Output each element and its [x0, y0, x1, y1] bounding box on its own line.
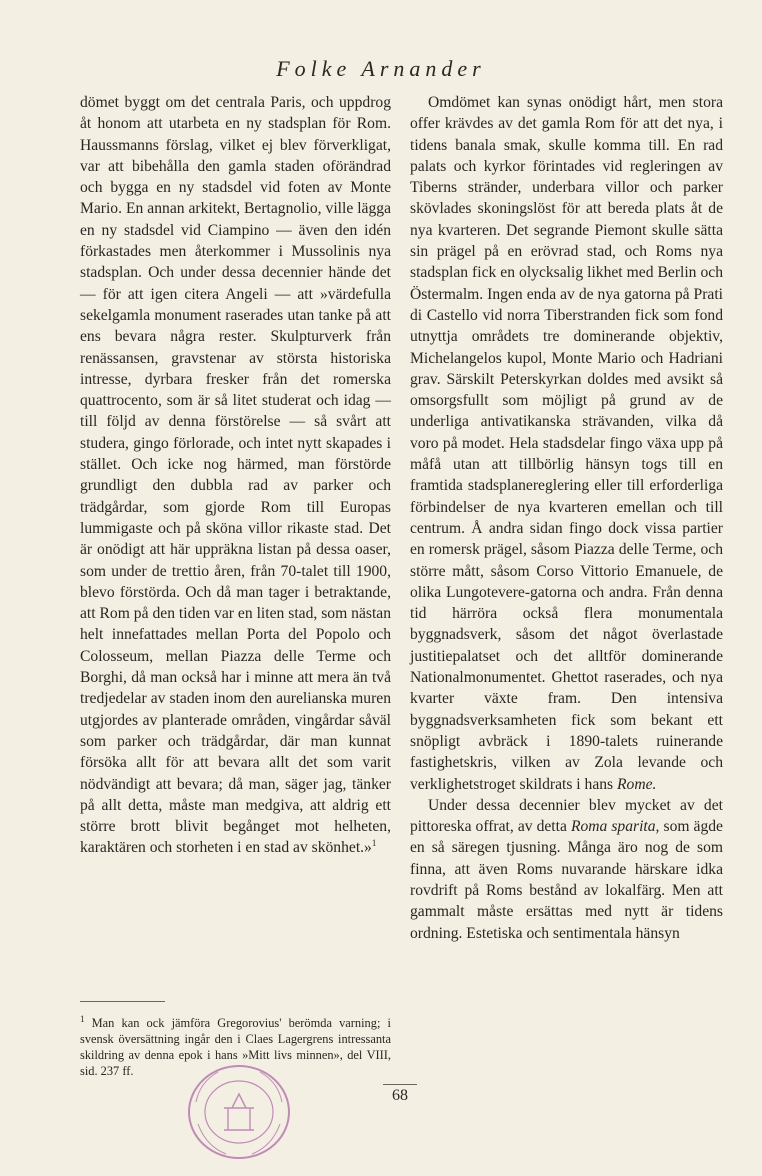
right-paragraph-2-text-a: Under dessa decennier blev mycket av det pittoreska offrat, av detta — [410, 796, 723, 836]
footnote-mark: 1 — [80, 1013, 85, 1024]
footnote-divider — [80, 1001, 165, 1002]
library-stamp-icon — [184, 1062, 294, 1162]
right-paragraph-1-text: Omdömet kan synas onödigt hårt, men stora offer krävdes av det gamla Rom för att det nya, i tidens banala smak, skulle komma till. En rad palats och kyrkor förintades vid regleringen av Tiberns stränder, underbara villor och parker skövlades skoningslöst för att bereda plats åt de nya kvarteren. Det segrande Piemont skulle sätta sin prägel på en erövrad stad, och Roms nya stadsplan fick en olycksalig likhet med Berlin och Östermalm. Ingen enda av de nya gatorna på Prati di Castello vid norra Tiberstranden fick som fond utnyttja områdets tre dominerande objektiv, Michelangelos kupol, Monte Mario och Hadriani grav. Särskilt Peterskyrkan doldes med avsikt så omsorgsfullt som möjligt på grund av de underliga antivatikanska strävanden, vilka då voro på modet. Hela stadsdelar fingo växa upp på måfå utan att tillbörlig hänsyn togs till en framtida stadsplanereglering eller till erforderliga förbindelser de nya kvarteren emellan och till centrum. Å andra sidan fingo dock vissa partier en romersk prägel, såsom Piazza delle Terme, och större mått, såsom Corso Vittorio Emanuele, de olika Lungotevere-gatorna och andra. Från denna tid härröra också flera monumentala byggnadsverk, såsom det något överlastade justitiepalatset och det alltför dominerande Nationalmonumentet. Ghettot raserades, och nya kvarter växte fram. Den intensiva byggnadsverksamheten fick som bekant ett snöpligt avbräck i 1890-talets ruinerande fastighetskris, vilken av Zola levande och verklighetstroget skildrats i hans — [410, 94, 723, 793]
left-column-paragraph — [80, 92, 391, 859]
footnote-reference: 1 — [371, 838, 377, 849]
book-title-rome: Rome. — [617, 775, 657, 793]
footnote-text: Man kan ock jämföra Gregorovius' berömda varning; i svensk översättning ingår den i Claes Lagergrens intressanta skildring av denna epok i hans »Mitt livs minnen», del VIII, sid. 237 ff. — [80, 1016, 391, 1078]
roma-sparita-phrase: Roma sparita, — [570, 818, 660, 836]
right-paragraph-1 — [410, 92, 723, 795]
left-column — [80, 92, 391, 859]
left-paragraph-text: dömet byggt om det centrala Paris, och uppdrog åt honom att utarbeta en ny stadsplan för Rom. Haussmanns förslag, vilket ej blev förverkligat, var att bibehålla den gamla staden oförändrad och bygga en ny stadsdel vid foten av Monte Mario. En annan arkitekt, Bertagnolio, ville lägga en ny stadsdel vid Ciampino — även den idén förkastades men återkommer i Mussolinis nya stadsplan. Och under dessa decennier hände det — för att igen citera Angeli — att »värdefulla sekelgamla monument raserades utan tanke på att ens bevara några rester. Skulpturverk från renässansen, gravstenar av största historiska intresse, dyrbara fresker från det romerska quattrocento, som är så litet studerat och idag — till följd av denna förstörelse — så svårt att studera, gingo förlorade, och intet nytt skapades i stället. Och icke nog härmed, man förstörde grundligt den dubbla rad av parker och trädgårdar, som gjorde Rom till Europas lummigaste och på sköna villor rikaste stad. Det är onödigt att här uppräkna listan på dessa oaser, som under de trettio åren, från 70-talet till 1900, blevo förstörda. Och då man tager i betraktande, att Rom på den tiden var en liten stad, som nästan helt innefattades mellan Porta del Popolo och Colosseum, mellan Piazza delle Terme och Borghi, då man också har i minne att mera än två tredjedelar av staden inom den aurelianska muren utgjordes av planterade områden, vingårdar såväl som parker och trädgårdar, där man kunnat försöka allt för att bevara allt det som varit nödvändigt att bevara; då man, säger jag, tänker på allt detta, måste man medgiva, att aldrig ett större brott blivit begånget mot helheten, karaktären och storheten i en stad av skönhet.» — [80, 94, 391, 857]
right-paragraph-2-text-b: som ägde en så säregen tjusning. Många äro nog de som finna, att även Roms nuvarande härskare idka rovdrift på Roms bestånd av lokalfärg. Men att gammalt måste ersättas med nytt är tidens ordning. Estetiska och sentimentala hänsyn — [410, 818, 723, 942]
page-number: 68 — [383, 1084, 417, 1105]
right-paragraph-2 — [410, 795, 723, 944]
running-head: Folke Arnander — [276, 56, 486, 81]
right-column — [410, 92, 723, 944]
